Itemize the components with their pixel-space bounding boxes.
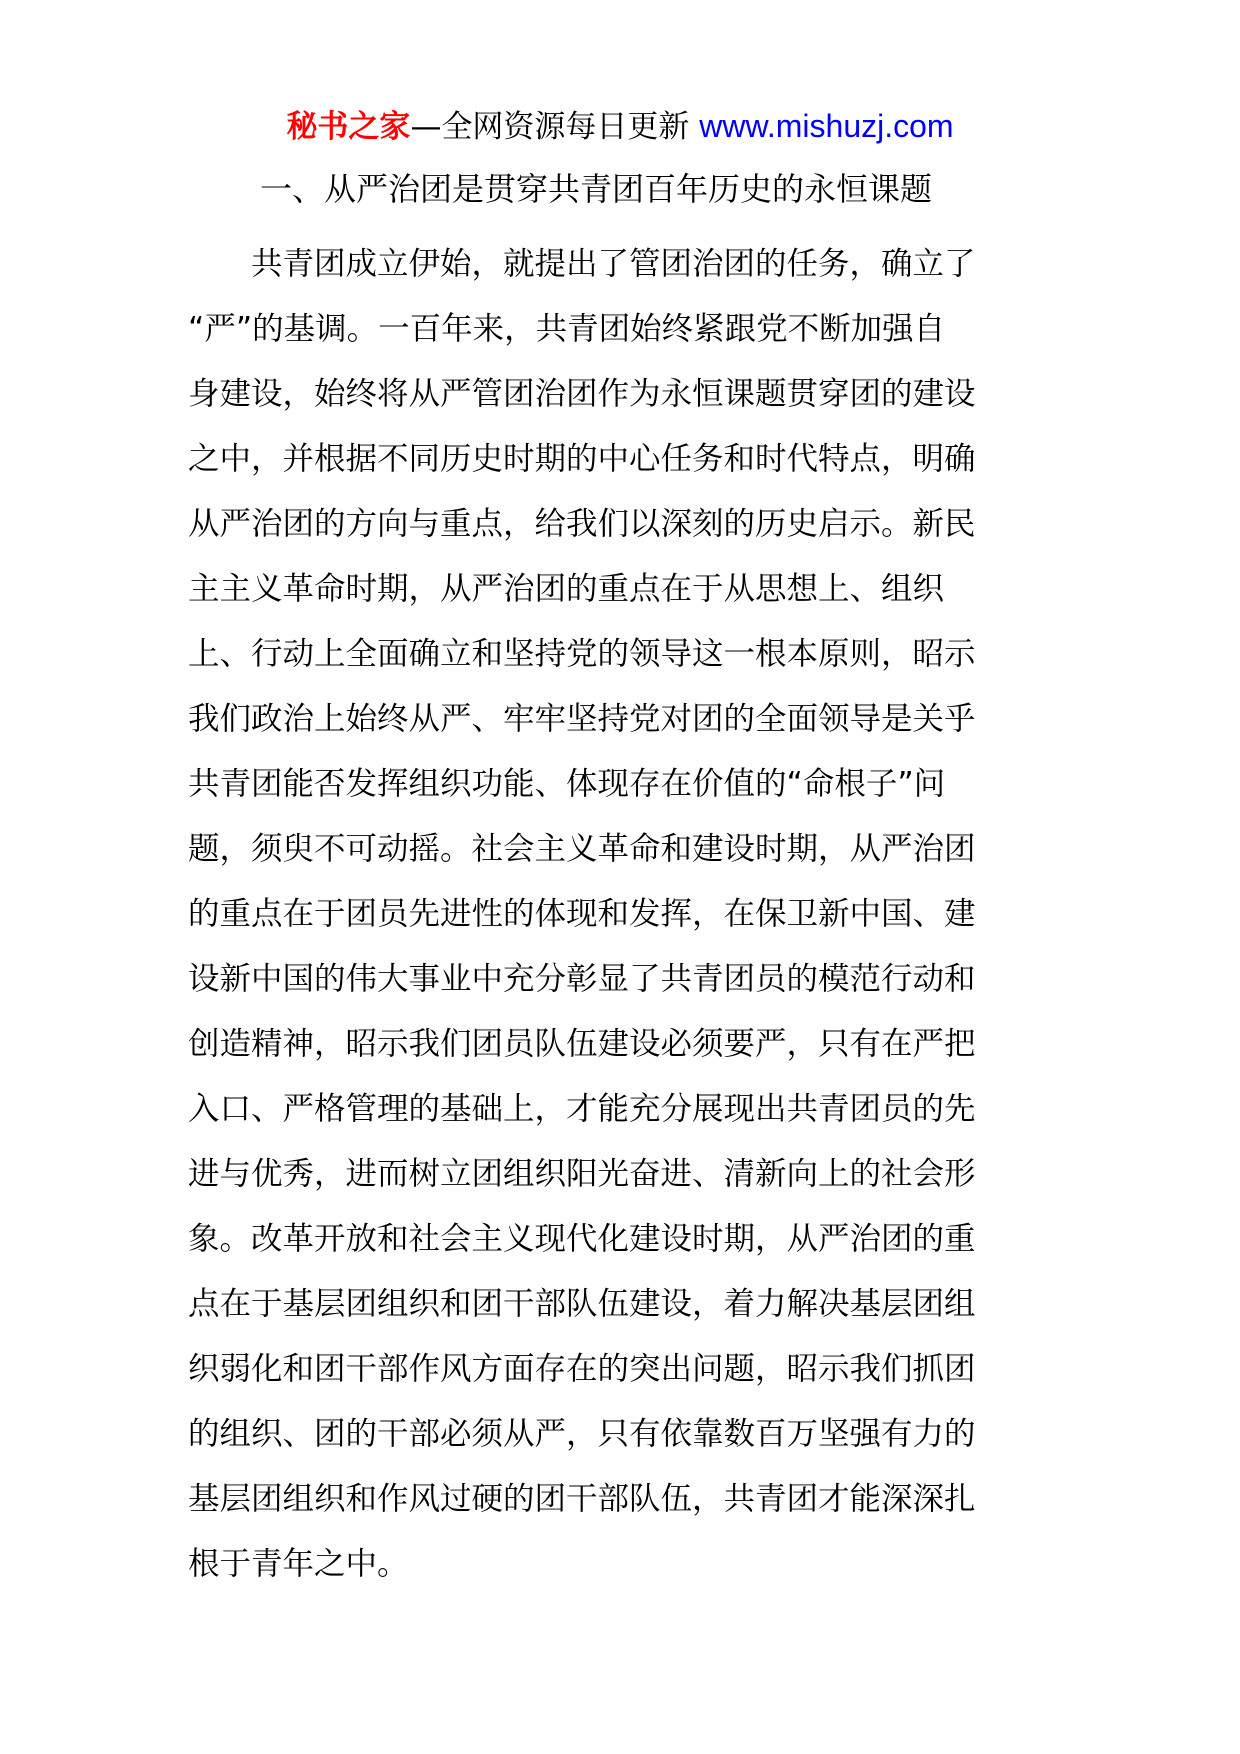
- body-line: 从严治团的方向与重点，给我们以深刻的历史启示。新民: [188, 506, 976, 542]
- body-line: 设新中国的伟大事业中充分彰显了共青团员的模范行动和: [188, 961, 976, 997]
- site-header: [0, 104, 1240, 149]
- body-paragraph: [188, 232, 1048, 1597]
- body-line: “严”的基调。一百年来，共青团始终紧跟党不断加强自: [188, 311, 946, 347]
- body-line: 共青团成立伊始，就提出了管团治团的任务，确立了: [188, 246, 976, 282]
- body-line: 基层团组织和作风过硬的团干部队伍，共青团才能深深扎: [188, 1481, 976, 1517]
- body-line: 象。改革开放和社会主义现代化建设时期，从严治团的重: [188, 1221, 976, 1257]
- body-line: 共青团能否发挥组织功能、体现存在价值的“命根子”问: [188, 766, 946, 802]
- body-line: 点在于基层团组织和团干部队伍建设，着力解决基层团组: [188, 1286, 976, 1322]
- brand-name: 秘书之家: [286, 109, 411, 145]
- body-line: 题，须臾不可动摇。社会主义革命和建设时期，从严治团: [188, 831, 976, 867]
- header-tagline: —全网资源每日更新: [410, 109, 700, 145]
- body-line: 的重点在于团员先进性的体现和发挥，在保卫新中国、建: [188, 896, 976, 932]
- body-line: 入口、严格管理的基础上，才能充分展现出共青团员的先: [188, 1091, 976, 1127]
- body-line: 我们政治上始终从严、牢牢坚持党对团的全面领导是关乎: [188, 701, 976, 737]
- body-line: 的组织、团的干部必须从严，只有依靠数百万坚强有力的: [188, 1416, 976, 1452]
- body-line: 根于青年之中。: [188, 1546, 409, 1582]
- body-line: 主主义革命时期，从严治团的重点在于从思想上、组织: [188, 571, 945, 607]
- body-line: 身建设，始终将从严管团治团作为永恒课题贯穿团的建设: [188, 376, 976, 412]
- body-line: 上、行动上全面确立和坚持党的领导这一根本原则，昭示: [188, 636, 976, 672]
- body-line: 进与优秀，进而树立团组织阳光奋进、清新向上的社会形: [188, 1156, 976, 1192]
- section-heading: 一、从严治团是贯穿共青团百年历史的永恒课题: [260, 170, 933, 208]
- body-line: 之中，并根据不同历史时期的中心任务和时代特点，明确: [188, 441, 976, 477]
- body-line: 织弱化和团干部作风方面存在的突出问题，昭示我们抓团: [188, 1351, 976, 1387]
- body-line: 创造精神，昭示我们团员队伍建设必须要严，只有在严把: [188, 1026, 976, 1062]
- site-url-link[interactable]: www.mishuzj.com: [699, 108, 954, 144]
